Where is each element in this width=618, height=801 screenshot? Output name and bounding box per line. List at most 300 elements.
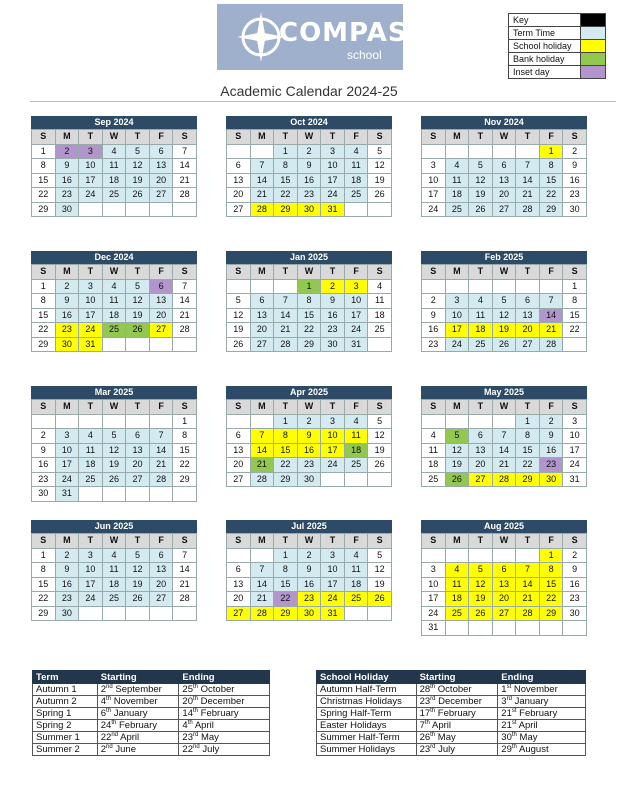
day-cell: 13 — [250, 308, 274, 323]
day-cell: 22 — [32, 323, 56, 338]
month-calendar — [226, 520, 392, 621]
day-cell: 1 — [539, 548, 563, 563]
weekday-label: S — [173, 534, 197, 549]
table-header: Starting — [97, 671, 179, 684]
day-cell: 17 — [321, 577, 345, 592]
weekday-label: S — [32, 534, 56, 549]
day-cell: 14 — [173, 563, 197, 578]
day-cell: 14 — [516, 173, 540, 188]
day-cell: 11 — [102, 563, 126, 578]
table-row — [317, 744, 586, 756]
day-cell: 21 — [516, 188, 540, 203]
day-cell: 24 — [563, 458, 587, 473]
day-cell: 15 — [539, 577, 563, 592]
day-cell: 8 — [32, 159, 56, 174]
weekday-label: S — [563, 400, 587, 415]
weekday-label: S — [563, 265, 587, 280]
day-cell: 5 — [126, 548, 150, 563]
day-cell: 18 — [422, 458, 446, 473]
legend-swatch — [581, 27, 606, 40]
empty-cell — [126, 202, 150, 217]
day-cell: 16 — [563, 173, 587, 188]
day-cell: 12 — [445, 443, 469, 458]
day-cell: 22 — [274, 458, 298, 473]
day-cell: 12 — [102, 443, 126, 458]
table-row — [33, 732, 270, 744]
day-cell: 9 — [422, 308, 446, 323]
week-row — [227, 323, 392, 338]
day-cell: 27 — [149, 188, 173, 203]
weekday-label: S — [422, 400, 446, 415]
empty-cell — [469, 279, 493, 294]
weekday-label: T — [274, 534, 298, 549]
day-cell: 27 — [469, 472, 493, 487]
empty-cell — [422, 144, 446, 159]
day-cell: 20 — [126, 458, 150, 473]
table-cell: 6th January — [97, 708, 179, 720]
weekday-label: T — [469, 534, 493, 549]
month-header: May 2025 — [421, 386, 587, 399]
empty-cell — [227, 414, 251, 429]
day-cell: 1 — [274, 548, 298, 563]
day-cell: 5 — [126, 279, 150, 294]
day-cell: 4 — [422, 429, 446, 444]
day-cell: 16 — [321, 308, 345, 323]
week-row — [32, 458, 197, 473]
day-cell: 15 — [516, 443, 540, 458]
day-cell: 23 — [297, 188, 321, 203]
day-cell: 8 — [274, 563, 298, 578]
weekday-label: T — [469, 265, 493, 280]
day-cell: 6 — [516, 294, 540, 309]
week-row — [422, 443, 587, 458]
school-logo — [217, 4, 427, 70]
day-cell: 19 — [368, 173, 392, 188]
day-cell: 23 — [55, 323, 79, 338]
week-row — [422, 472, 587, 487]
week-row — [422, 563, 587, 578]
day-cell: 30 — [55, 606, 79, 621]
day-cell: 23 — [297, 458, 321, 473]
day-cell: 21 — [173, 173, 197, 188]
day-cell: 13 — [227, 173, 251, 188]
day-cell: 11 — [79, 443, 103, 458]
empty-cell — [445, 279, 469, 294]
weekday-header-row — [227, 400, 392, 415]
week-row — [422, 414, 587, 429]
day-cell: 12 — [126, 159, 150, 174]
day-cell: 25 — [445, 606, 469, 621]
day-cell: 3 — [321, 144, 345, 159]
table-cell: 23rd May — [179, 732, 270, 744]
legend-row — [509, 27, 606, 40]
week-row — [227, 548, 392, 563]
day-cell: 9 — [297, 563, 321, 578]
day-cell: 22 — [539, 592, 563, 607]
day-cell: 14 — [149, 443, 173, 458]
empty-cell — [274, 279, 298, 294]
week-row — [227, 577, 392, 592]
weekday-label: W — [297, 400, 321, 415]
day-cell: 5 — [492, 294, 516, 309]
day-cell: 10 — [422, 577, 446, 592]
day-cell: 15 — [297, 308, 321, 323]
day-cell: 9 — [55, 159, 79, 174]
day-cell: 11 — [445, 577, 469, 592]
day-cell: 16 — [55, 308, 79, 323]
weekday-label: S — [227, 130, 251, 145]
day-cell: 3 — [79, 144, 103, 159]
empty-cell — [227, 279, 251, 294]
day-cell: 2 — [297, 144, 321, 159]
weekday-label: T — [469, 130, 493, 145]
day-cell: 7 — [173, 279, 197, 294]
legend-row — [509, 53, 606, 66]
day-cell: 18 — [102, 577, 126, 592]
week-row — [32, 487, 197, 502]
day-cell: 18 — [344, 577, 368, 592]
day-cell: 26 — [227, 337, 251, 352]
table-cell: Christmas Holidays — [317, 696, 417, 708]
day-cell: 29 — [297, 337, 321, 352]
day-cell: 15 — [173, 443, 197, 458]
empty-cell — [422, 414, 446, 429]
week-row — [422, 429, 587, 444]
day-cell: 3 — [563, 414, 587, 429]
day-cell: 16 — [563, 577, 587, 592]
day-cell: 17 — [563, 443, 587, 458]
day-cell: 21 — [516, 592, 540, 607]
week-row — [422, 308, 587, 323]
empty-cell — [469, 621, 493, 636]
day-cell: 2 — [297, 548, 321, 563]
day-cell: 27 — [250, 337, 274, 352]
empty-cell — [368, 337, 392, 352]
week-row — [32, 337, 197, 352]
weekday-label: S — [368, 534, 392, 549]
page-title: Academic Calendar 2024-25 — [220, 83, 398, 99]
day-cell: 25 — [422, 472, 446, 487]
day-cell: 22 — [274, 188, 298, 203]
logo-wordmark: COMPASS — [279, 18, 427, 48]
day-cell: 1 — [32, 548, 56, 563]
weekday-label: S — [227, 265, 251, 280]
table-row — [33, 708, 270, 720]
week-row — [32, 308, 197, 323]
day-cell: 11 — [102, 159, 126, 174]
table-cell: Summer 2 — [33, 744, 98, 756]
day-cell: 6 — [492, 563, 516, 578]
day-cell: 21 — [250, 188, 274, 203]
day-cell: 11 — [469, 308, 493, 323]
day-cell: 24 — [79, 592, 103, 607]
weekday-label: F — [149, 130, 173, 145]
day-cell: 12 — [368, 429, 392, 444]
day-cell: 1 — [32, 279, 56, 294]
weekday-label: M — [445, 130, 469, 145]
day-cell: 31 — [321, 606, 345, 621]
day-cell: 15 — [32, 308, 56, 323]
week-row — [422, 159, 587, 174]
week-row — [32, 592, 197, 607]
weekday-label: M — [445, 534, 469, 549]
day-cell: 30 — [55, 337, 79, 352]
day-cell: 3 — [422, 563, 446, 578]
day-cell: 14 — [173, 159, 197, 174]
week-row — [32, 202, 197, 217]
week-row — [227, 308, 392, 323]
empty-cell — [102, 202, 126, 217]
weekday-label: W — [297, 534, 321, 549]
day-cell: 14 — [516, 577, 540, 592]
day-cell: 9 — [563, 563, 587, 578]
weekday-label: S — [227, 534, 251, 549]
weekday-label: T — [79, 400, 103, 415]
day-cell: 14 — [250, 577, 274, 592]
week-row — [227, 429, 392, 444]
day-cell: 30 — [297, 472, 321, 487]
day-cell: 14 — [173, 294, 197, 309]
empty-cell — [227, 144, 251, 159]
month-header: Jun 2025 — [31, 520, 197, 533]
day-cell: 10 — [321, 563, 345, 578]
weekday-label: W — [492, 130, 516, 145]
day-cell: 20 — [149, 308, 173, 323]
day-cell: 1 — [539, 144, 563, 159]
week-row — [32, 577, 197, 592]
day-cell: 13 — [227, 577, 251, 592]
empty-cell — [492, 279, 516, 294]
day-cell: 28 — [250, 606, 274, 621]
day-cell: 29 — [274, 606, 298, 621]
day-cell: 10 — [321, 429, 345, 444]
day-cell: 27 — [126, 472, 150, 487]
empty-cell — [563, 337, 587, 352]
empty-cell — [55, 414, 79, 429]
week-row — [422, 621, 587, 636]
day-cell: 5 — [368, 414, 392, 429]
table-row — [317, 684, 586, 696]
legend-swatch — [581, 40, 606, 53]
week-row — [227, 592, 392, 607]
day-cell: 13 — [149, 563, 173, 578]
day-cell: 3 — [321, 548, 345, 563]
day-cell: 25 — [344, 458, 368, 473]
legend-key — [508, 13, 606, 79]
day-cell: 6 — [227, 159, 251, 174]
day-cell: 8 — [32, 294, 56, 309]
day-cell: 25 — [469, 337, 493, 352]
day-cell: 10 — [344, 294, 368, 309]
day-cell: 2 — [297, 414, 321, 429]
day-cell: 10 — [321, 159, 345, 174]
logo-subtitle: school — [347, 48, 382, 62]
day-cell: 4 — [445, 563, 469, 578]
empty-cell — [516, 548, 540, 563]
weekday-label: T — [126, 534, 150, 549]
day-cell: 10 — [79, 294, 103, 309]
table-cell: Summer 1 — [33, 732, 98, 744]
day-cell: 11 — [422, 443, 446, 458]
day-cell: 28 — [516, 202, 540, 217]
day-cell: 22 — [274, 592, 298, 607]
weekday-label: M — [250, 265, 274, 280]
weekday-label: S — [173, 400, 197, 415]
legend-row — [509, 66, 606, 79]
weekday-label: S — [368, 400, 392, 415]
month-header: Nov 2024 — [421, 116, 587, 129]
day-cell: 16 — [55, 173, 79, 188]
day-cell: 18 — [445, 188, 469, 203]
weekday-label: W — [102, 534, 126, 549]
empty-cell — [250, 279, 274, 294]
day-cell: 6 — [250, 294, 274, 309]
day-cell: 4 — [102, 548, 126, 563]
empty-cell — [250, 414, 274, 429]
day-cell: 23 — [321, 323, 345, 338]
empty-cell — [79, 487, 103, 502]
day-cell: 25 — [445, 202, 469, 217]
day-cell: 23 — [563, 592, 587, 607]
day-cell: 25 — [102, 323, 126, 338]
week-row — [227, 443, 392, 458]
empty-cell — [102, 487, 126, 502]
day-cell: 28 — [539, 337, 563, 352]
day-cell: 15 — [32, 173, 56, 188]
weekday-label: F — [344, 130, 368, 145]
weekday-label: S — [32, 400, 56, 415]
day-cell: 29 — [516, 472, 540, 487]
day-cell: 17 — [55, 458, 79, 473]
weekday-label: S — [422, 265, 446, 280]
day-cell: 19 — [126, 308, 150, 323]
day-cell: 26 — [126, 188, 150, 203]
week-row — [32, 472, 197, 487]
empty-cell — [126, 414, 150, 429]
day-cell: 23 — [55, 188, 79, 203]
weekday-label: S — [563, 534, 587, 549]
empty-cell — [102, 337, 126, 352]
day-cell: 1 — [32, 144, 56, 159]
day-cell: 1 — [563, 279, 587, 294]
day-cell: 29 — [32, 202, 56, 217]
week-row — [32, 414, 197, 429]
weekday-label: S — [32, 265, 56, 280]
day-cell: 25 — [344, 592, 368, 607]
weekday-label: M — [55, 130, 79, 145]
day-cell: 26 — [469, 202, 493, 217]
weekday-label: T — [79, 130, 103, 145]
day-cell: 29 — [539, 606, 563, 621]
week-row — [422, 279, 587, 294]
empty-cell — [516, 144, 540, 159]
table-cell: 28th October — [416, 684, 498, 696]
empty-cell — [445, 621, 469, 636]
month-calendar — [226, 116, 392, 217]
week-row — [32, 294, 197, 309]
month-header: Jul 2025 — [226, 520, 392, 533]
day-cell: 7 — [250, 159, 274, 174]
empty-cell — [516, 279, 540, 294]
day-cell: 19 — [469, 188, 493, 203]
weekday-header-row — [227, 265, 392, 280]
day-cell: 11 — [344, 429, 368, 444]
empty-cell — [469, 144, 493, 159]
day-cell: 4 — [344, 414, 368, 429]
day-cell: 19 — [126, 577, 150, 592]
day-cell: 3 — [321, 414, 345, 429]
day-cell: 18 — [102, 308, 126, 323]
day-cell: 20 — [227, 458, 251, 473]
day-cell: 23 — [422, 337, 446, 352]
day-cell: 10 — [79, 159, 103, 174]
table-header: Ending — [498, 671, 586, 684]
day-cell: 20 — [227, 592, 251, 607]
month-calendar — [31, 520, 197, 621]
day-cell: 9 — [297, 159, 321, 174]
day-cell: 5 — [368, 548, 392, 563]
week-row — [227, 279, 392, 294]
month-calendar — [421, 116, 587, 217]
day-cell: 31 — [563, 472, 587, 487]
weekday-label: M — [55, 400, 79, 415]
day-cell: 31 — [321, 202, 345, 217]
day-cell: 3 — [55, 429, 79, 444]
week-row — [227, 294, 392, 309]
day-cell: 24 — [422, 606, 446, 621]
day-cell: 17 — [445, 323, 469, 338]
week-row — [227, 188, 392, 203]
day-cell: 16 — [297, 577, 321, 592]
day-cell: 13 — [149, 159, 173, 174]
day-cell: 31 — [422, 621, 446, 636]
day-cell: 4 — [102, 144, 126, 159]
month-header: Dec 2024 — [31, 251, 197, 264]
day-cell: 25 — [344, 188, 368, 203]
table-cell: 7th April — [416, 720, 498, 732]
week-row — [227, 458, 392, 473]
table-cell: 25th October — [179, 684, 270, 696]
week-row — [227, 202, 392, 217]
empty-cell — [79, 202, 103, 217]
day-cell: 31 — [79, 337, 103, 352]
week-row — [32, 563, 197, 578]
week-row — [422, 323, 587, 338]
table-row — [33, 720, 270, 732]
day-cell: 12 — [368, 563, 392, 578]
day-cell: 26 — [368, 188, 392, 203]
week-row — [422, 606, 587, 621]
day-cell: 27 — [227, 472, 251, 487]
day-cell: 7 — [250, 563, 274, 578]
empty-cell — [79, 414, 103, 429]
day-cell: 3 — [344, 279, 368, 294]
day-cell: 23 — [539, 458, 563, 473]
weekday-label: F — [149, 534, 173, 549]
day-cell: 30 — [297, 606, 321, 621]
table-cell: 4th November — [97, 696, 179, 708]
day-cell: 5 — [126, 144, 150, 159]
day-cell: 6 — [126, 429, 150, 444]
week-row — [422, 577, 587, 592]
day-cell: 30 — [321, 337, 345, 352]
day-cell: 10 — [563, 429, 587, 444]
day-cell: 6 — [149, 279, 173, 294]
week-row — [32, 144, 197, 159]
weekday-label: S — [368, 265, 392, 280]
weekday-label: T — [516, 130, 540, 145]
empty-cell — [445, 548, 469, 563]
